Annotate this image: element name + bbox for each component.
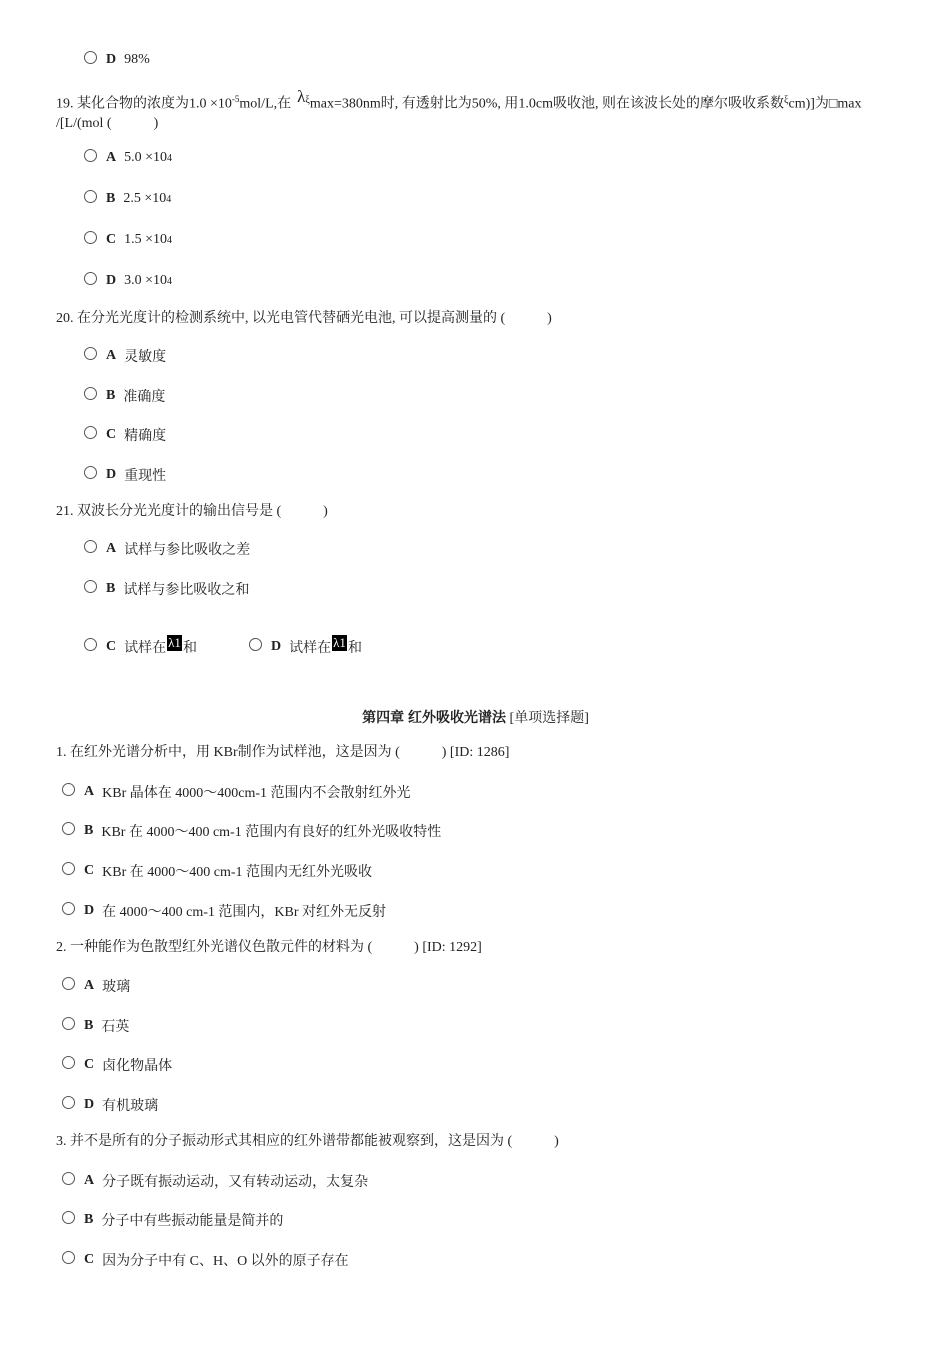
option-text: 有机玻璃 <box>102 1099 159 1114</box>
superscript: 4 <box>167 275 173 287</box>
option-letter: A <box>106 348 117 363</box>
option-text: 和 <box>182 641 197 656</box>
c1-option-d[interactable] <box>62 901 386 921</box>
q19-option-b[interactable] <box>84 189 171 209</box>
option-letter: C <box>106 232 117 247</box>
option-text: 试样与参比吸收之和 <box>123 583 250 598</box>
chapter-title: 第四章 红外吸收光谱法 <box>362 709 507 725</box>
option-text: 灵敏度 <box>124 350 167 365</box>
option-text: 重现性 <box>124 469 167 484</box>
radio-button[interactable] <box>84 638 97 651</box>
option-text: 试样在 <box>289 641 332 656</box>
c3-option-b[interactable] <box>62 1210 283 1230</box>
option-text: 玻璃 <box>102 980 131 995</box>
option-letter: D <box>106 273 117 288</box>
c2-option-c[interactable] <box>62 1055 172 1075</box>
option-letter: D <box>106 52 117 67</box>
question-text: max=380nm时, 有透射比为50%, 用1.0cm吸收池, 则在该波长处的摩尔吸收系数 <box>309 96 785 112</box>
option-text: 2.5 ×10 <box>123 191 167 206</box>
radio-button[interactable] <box>84 149 97 162</box>
superscript: -5 <box>231 94 240 104</box>
c3-option-a[interactable] <box>62 1171 368 1191</box>
radio-button[interactable] <box>84 272 97 285</box>
option-letter: B <box>84 823 94 838</box>
q19-option-c[interactable] <box>84 230 172 250</box>
chapter4-question-2: 2. 一种能作为色散型红外光谱仪色散元件的材料为 ( ) [ID: 1292] <box>56 940 482 955</box>
option-letter: A <box>84 978 95 993</box>
radio-button[interactable] <box>62 1017 75 1030</box>
question-text: 19. 某化合物的浓度为1.0 ×10 <box>56 96 232 112</box>
option-letter: A <box>84 1173 95 1188</box>
radio-button[interactable] <box>84 466 97 479</box>
option-text: 石英 <box>101 1020 130 1035</box>
option-letter: C <box>84 1252 95 1267</box>
question-text: mol/L,在 <box>239 96 292 112</box>
option-text: 和 <box>347 641 362 656</box>
c1-option-c[interactable] <box>62 861 372 881</box>
radio-button[interactable] <box>62 1056 75 1069</box>
option-d-98[interactable] <box>84 50 150 70</box>
chapter-subtitle: [单项选择题] <box>506 711 589 726</box>
option-text: KBr 晶体在 4000～400cm-1 范围内不会散射红外光 <box>102 786 411 801</box>
q19-option-a[interactable] <box>84 148 172 168</box>
option-letter: C <box>106 427 117 442</box>
option-letter: C <box>84 1057 95 1072</box>
question-text-line2: /[L/(mol ( ) <box>56 115 159 131</box>
radio-button[interactable] <box>62 822 75 835</box>
c3-option-c[interactable] <box>62 1250 349 1270</box>
option-letter: A <box>106 150 117 165</box>
option-letter: C <box>106 639 117 654</box>
radio-button[interactable] <box>62 902 75 915</box>
radio-button[interactable] <box>84 540 97 553</box>
option-letter: B <box>106 581 116 596</box>
q21-option-c[interactable] <box>84 637 197 657</box>
lambda-1-symbol: λ1 <box>333 635 346 650</box>
question-21: 21. 双波长分光光度计的输出信号是 ( ) <box>56 504 328 519</box>
option-text: 1.5 ×10 <box>124 232 168 247</box>
option-letter: D <box>84 903 95 918</box>
q20-option-a[interactable] <box>84 346 166 366</box>
q20-option-d[interactable] <box>84 465 166 485</box>
q21-option-d[interactable] <box>249 637 362 657</box>
option-letter: A <box>84 784 95 799</box>
superscript: 4 <box>167 152 173 164</box>
radio-button[interactable] <box>84 190 97 203</box>
radio-button[interactable] <box>62 977 75 990</box>
radio-button[interactable] <box>84 51 97 64</box>
chapter4-question-1: 1. 在红外光谱分析中，用 KBr制作为试样池，这是因为 ( ) [ID: 1286] <box>56 745 510 760</box>
option-text: 在 4000～400 cm-1 范围内，KBr 对红外无反射 <box>102 905 387 920</box>
c2-option-a[interactable] <box>62 976 130 996</box>
option-text: 精确度 <box>124 429 167 444</box>
radio-button[interactable] <box>84 426 97 439</box>
option-text: 5.0 ×10 <box>124 150 168 165</box>
lambda-1-symbol: λ1 <box>168 635 181 650</box>
option-text: 准确度 <box>123 390 166 405</box>
option-letter: D <box>271 639 282 654</box>
option-text: 分子中有些振动能量是简并的 <box>101 1214 284 1229</box>
question-text: cm)]为□max <box>788 96 862 112</box>
epsilon-symbol: ξ <box>305 94 310 106</box>
option-text: KBr 在 4000～400 cm-1 范围内有良好的红外光吸收特性 <box>101 825 442 840</box>
radio-button[interactable] <box>62 1172 75 1185</box>
c1-option-a[interactable] <box>62 782 411 802</box>
option-text: 试样在 <box>124 641 167 656</box>
option-text: KBr 在 4000～400 cm-1 范围内无红外光吸收 <box>102 865 373 880</box>
question-20: 20. 在分光光度计的检测系统中, 以光电管代替硒光电池, 可以提高测量的 ( ) <box>56 311 552 326</box>
q19-option-d[interactable] <box>84 271 172 291</box>
radio-button[interactable] <box>84 580 97 593</box>
option-letter: B <box>84 1018 94 1033</box>
q21-option-a[interactable] <box>84 539 250 559</box>
option-letter: A <box>106 541 117 556</box>
option-letter: B <box>106 388 116 403</box>
radio-button[interactable] <box>62 1096 75 1109</box>
epsilon-symbol: ξ <box>784 94 789 106</box>
c1-option-b[interactable] <box>62 821 441 841</box>
superscript: 4 <box>166 193 172 205</box>
option-text: 分子既有振动运动，又有转动运动，太复杂 <box>102 1175 369 1190</box>
question-19 <box>56 86 916 133</box>
radio-button[interactable] <box>84 347 97 360</box>
radio-button[interactable] <box>62 783 75 796</box>
option-text: 卤化物晶体 <box>102 1059 173 1074</box>
option-text: 3.0 ×10 <box>124 273 168 288</box>
radio-button[interactable] <box>62 1251 75 1264</box>
radio-button[interactable] <box>62 862 75 875</box>
q20-option-c[interactable] <box>84 425 166 445</box>
option-letter: C <box>84 863 95 878</box>
option-letter: D <box>106 467 117 482</box>
radio-button[interactable] <box>249 638 262 651</box>
c2-option-b[interactable] <box>62 1016 129 1036</box>
option-letter: B <box>84 1212 94 1227</box>
radio-button[interactable] <box>84 387 97 400</box>
option-letter: B <box>106 191 116 206</box>
superscript: 4 <box>167 234 173 246</box>
radio-button[interactable] <box>84 231 97 244</box>
chapter4-question-3: 3. 并不是所有的分子振动形式其相应的红外谱带都能被观察到，这是因为 ( ) <box>56 1134 559 1149</box>
q21-option-b[interactable] <box>84 579 249 599</box>
c2-option-d[interactable] <box>62 1095 158 1115</box>
option-text: 98% <box>124 52 150 67</box>
option-text: 因为分子中有 C、H、O 以外的原子存在 <box>102 1254 349 1269</box>
lambda-symbol: λ <box>297 86 306 106</box>
option-letter: D <box>84 1097 95 1112</box>
q20-option-b[interactable] <box>84 386 165 406</box>
radio-button[interactable] <box>62 1211 75 1224</box>
option-text: 试样与参比吸收之差 <box>124 543 251 558</box>
chapter-heading <box>0 707 951 727</box>
